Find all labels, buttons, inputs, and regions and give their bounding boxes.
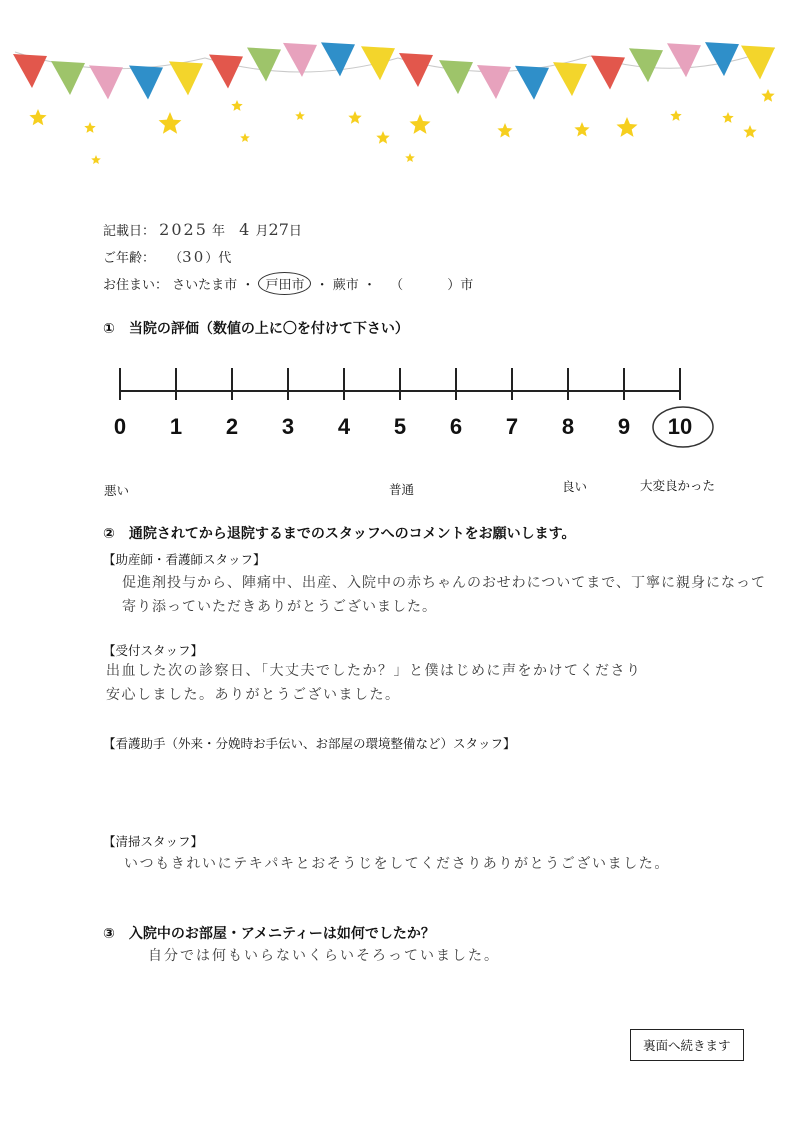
star-icon: [376, 131, 389, 144]
date-day-value: 27: [268, 220, 289, 239]
star-icon: [348, 111, 361, 124]
date-month-unit: 月: [255, 224, 269, 239]
bunting-flag: [209, 54, 243, 88]
date-label: 記載日：: [103, 224, 156, 239]
date-year-value: 2025: [159, 220, 208, 239]
date-row: [103, 220, 302, 239]
star-icon: [670, 110, 681, 121]
star-icon: [722, 112, 733, 123]
section1-title: ① 当院の評価（数値の上に〇を付けて下さい）: [103, 321, 409, 337]
label-very-good: 大変良かった: [640, 478, 716, 493]
scale-number-7: 7: [505, 414, 519, 439]
residence-option-warabi: 蕨市: [332, 278, 359, 293]
residence-option-toda: 戸田市: [258, 272, 311, 295]
date-year-unit: 年: [212, 224, 226, 239]
star-icon: [410, 114, 431, 134]
scale-number-4: 4: [337, 414, 351, 439]
midwife-comment-line1: 促進剤投与から、陣痛中、出産、入院中の赤ちゃんのおせわについてまで、丁寧に親身になって: [122, 575, 767, 591]
label-bad: 悪い: [104, 483, 130, 498]
star-icon: [231, 100, 242, 111]
bunting-flag: [591, 55, 625, 89]
continue-notice: 裏面へ続きます: [630, 1029, 744, 1061]
star-icon: [295, 111, 305, 120]
star-icon: [91, 155, 101, 164]
residence-separator: ・: [315, 278, 329, 293]
bunting-flag: [13, 54, 47, 88]
label-good: 良い: [562, 479, 588, 494]
star-icon: [574, 122, 589, 137]
age-open: （: [169, 251, 183, 266]
bunting-flag: [629, 48, 663, 82]
section3-answer: 自分では何もいらないくらいそろっていました。: [148, 948, 500, 964]
star-icon: [84, 122, 95, 133]
bunting-flag: [361, 46, 395, 80]
rating-scale: [0, 360, 800, 410]
scale-number-2: 2: [225, 414, 239, 439]
age-label: ご年齢：: [103, 251, 156, 266]
bunting-flag: [477, 65, 511, 99]
scale-number-5: 5: [393, 414, 407, 439]
scale-number-0: 0: [113, 414, 127, 439]
bunting-flag: [51, 61, 85, 95]
reception-comment-line2: 安心しました。ありがとうございました。: [106, 687, 401, 703]
bunting-flag: [399, 53, 433, 87]
bunting-flag: [89, 65, 123, 99]
star-icon: [743, 125, 756, 138]
bunting-flag: [439, 60, 473, 94]
assistant-heading: 【看護助手（外来・分娩時お手伝い、お部屋の環境整備など）スタッフ】: [103, 736, 516, 751]
residence-other-close: ）市: [447, 278, 474, 293]
age-value: 30: [182, 248, 206, 266]
star-icon: [159, 112, 182, 134]
star-icon: [497, 123, 512, 138]
scale-number-10: 10: [667, 414, 693, 439]
scale-number-1: 1: [169, 414, 183, 439]
midwife-heading: 【助産師・看護師スタッフ】: [103, 552, 266, 567]
star-icon: [405, 153, 415, 162]
scale-number-6: 6: [449, 414, 463, 439]
date-month-value: 4: [239, 220, 252, 239]
reception-heading: 【受付スタッフ】: [103, 643, 204, 658]
residence-label: お住まい：: [103, 278, 169, 293]
bunting-flag: [553, 62, 587, 96]
residence-other-open: （: [390, 278, 404, 293]
label-normal: 普通: [389, 482, 415, 497]
residence-row: [103, 272, 473, 295]
date-day-unit: 日: [288, 224, 302, 239]
cleaning-heading: 【清掃スタッフ】: [103, 834, 204, 849]
scale-number-3: 3: [281, 414, 295, 439]
bunting-flag: [129, 66, 163, 100]
star-icon: [761, 89, 774, 102]
bunting-flag: [169, 61, 203, 95]
age-row: [103, 247, 231, 266]
bunting-flag: [247, 47, 281, 81]
residence-option-saitama: さいたま市: [172, 278, 238, 293]
star-icon: [617, 117, 638, 137]
age-close: ）代: [205, 251, 232, 266]
section3-title: ③ 入院中のお部屋・アメニティーは如何でしたか？: [103, 926, 435, 942]
star-icon: [240, 133, 250, 142]
bunting-flag: [741, 46, 775, 80]
bunting-flag: [667, 43, 701, 77]
cleaning-comment-line1: いつもきれいにテキパキとおそうじをしてくださりありがとうございました。: [124, 856, 670, 872]
section2-title: ② 通院されてから退院するまでのスタッフへのコメントをお願いします。: [103, 526, 576, 542]
scale-number-9: 9: [617, 414, 631, 439]
selected-rating-circle: [650, 404, 716, 450]
bunting-flag: [705, 42, 739, 76]
midwife-comment-line2: 寄り添っていただきありがとうございました。: [122, 599, 437, 615]
reception-comment-line1: 出血した次の診察日、「大丈夫でしたか？」と僕はじめに声をかけてくださり: [106, 663, 642, 679]
bunting-decoration: [0, 0, 800, 170]
bunting-flag: [515, 66, 549, 100]
star-icon: [29, 109, 46, 125]
residence-separator: ・: [241, 278, 255, 293]
residence-separator: ・: [362, 278, 376, 293]
scale-number-8: 8: [561, 414, 575, 439]
